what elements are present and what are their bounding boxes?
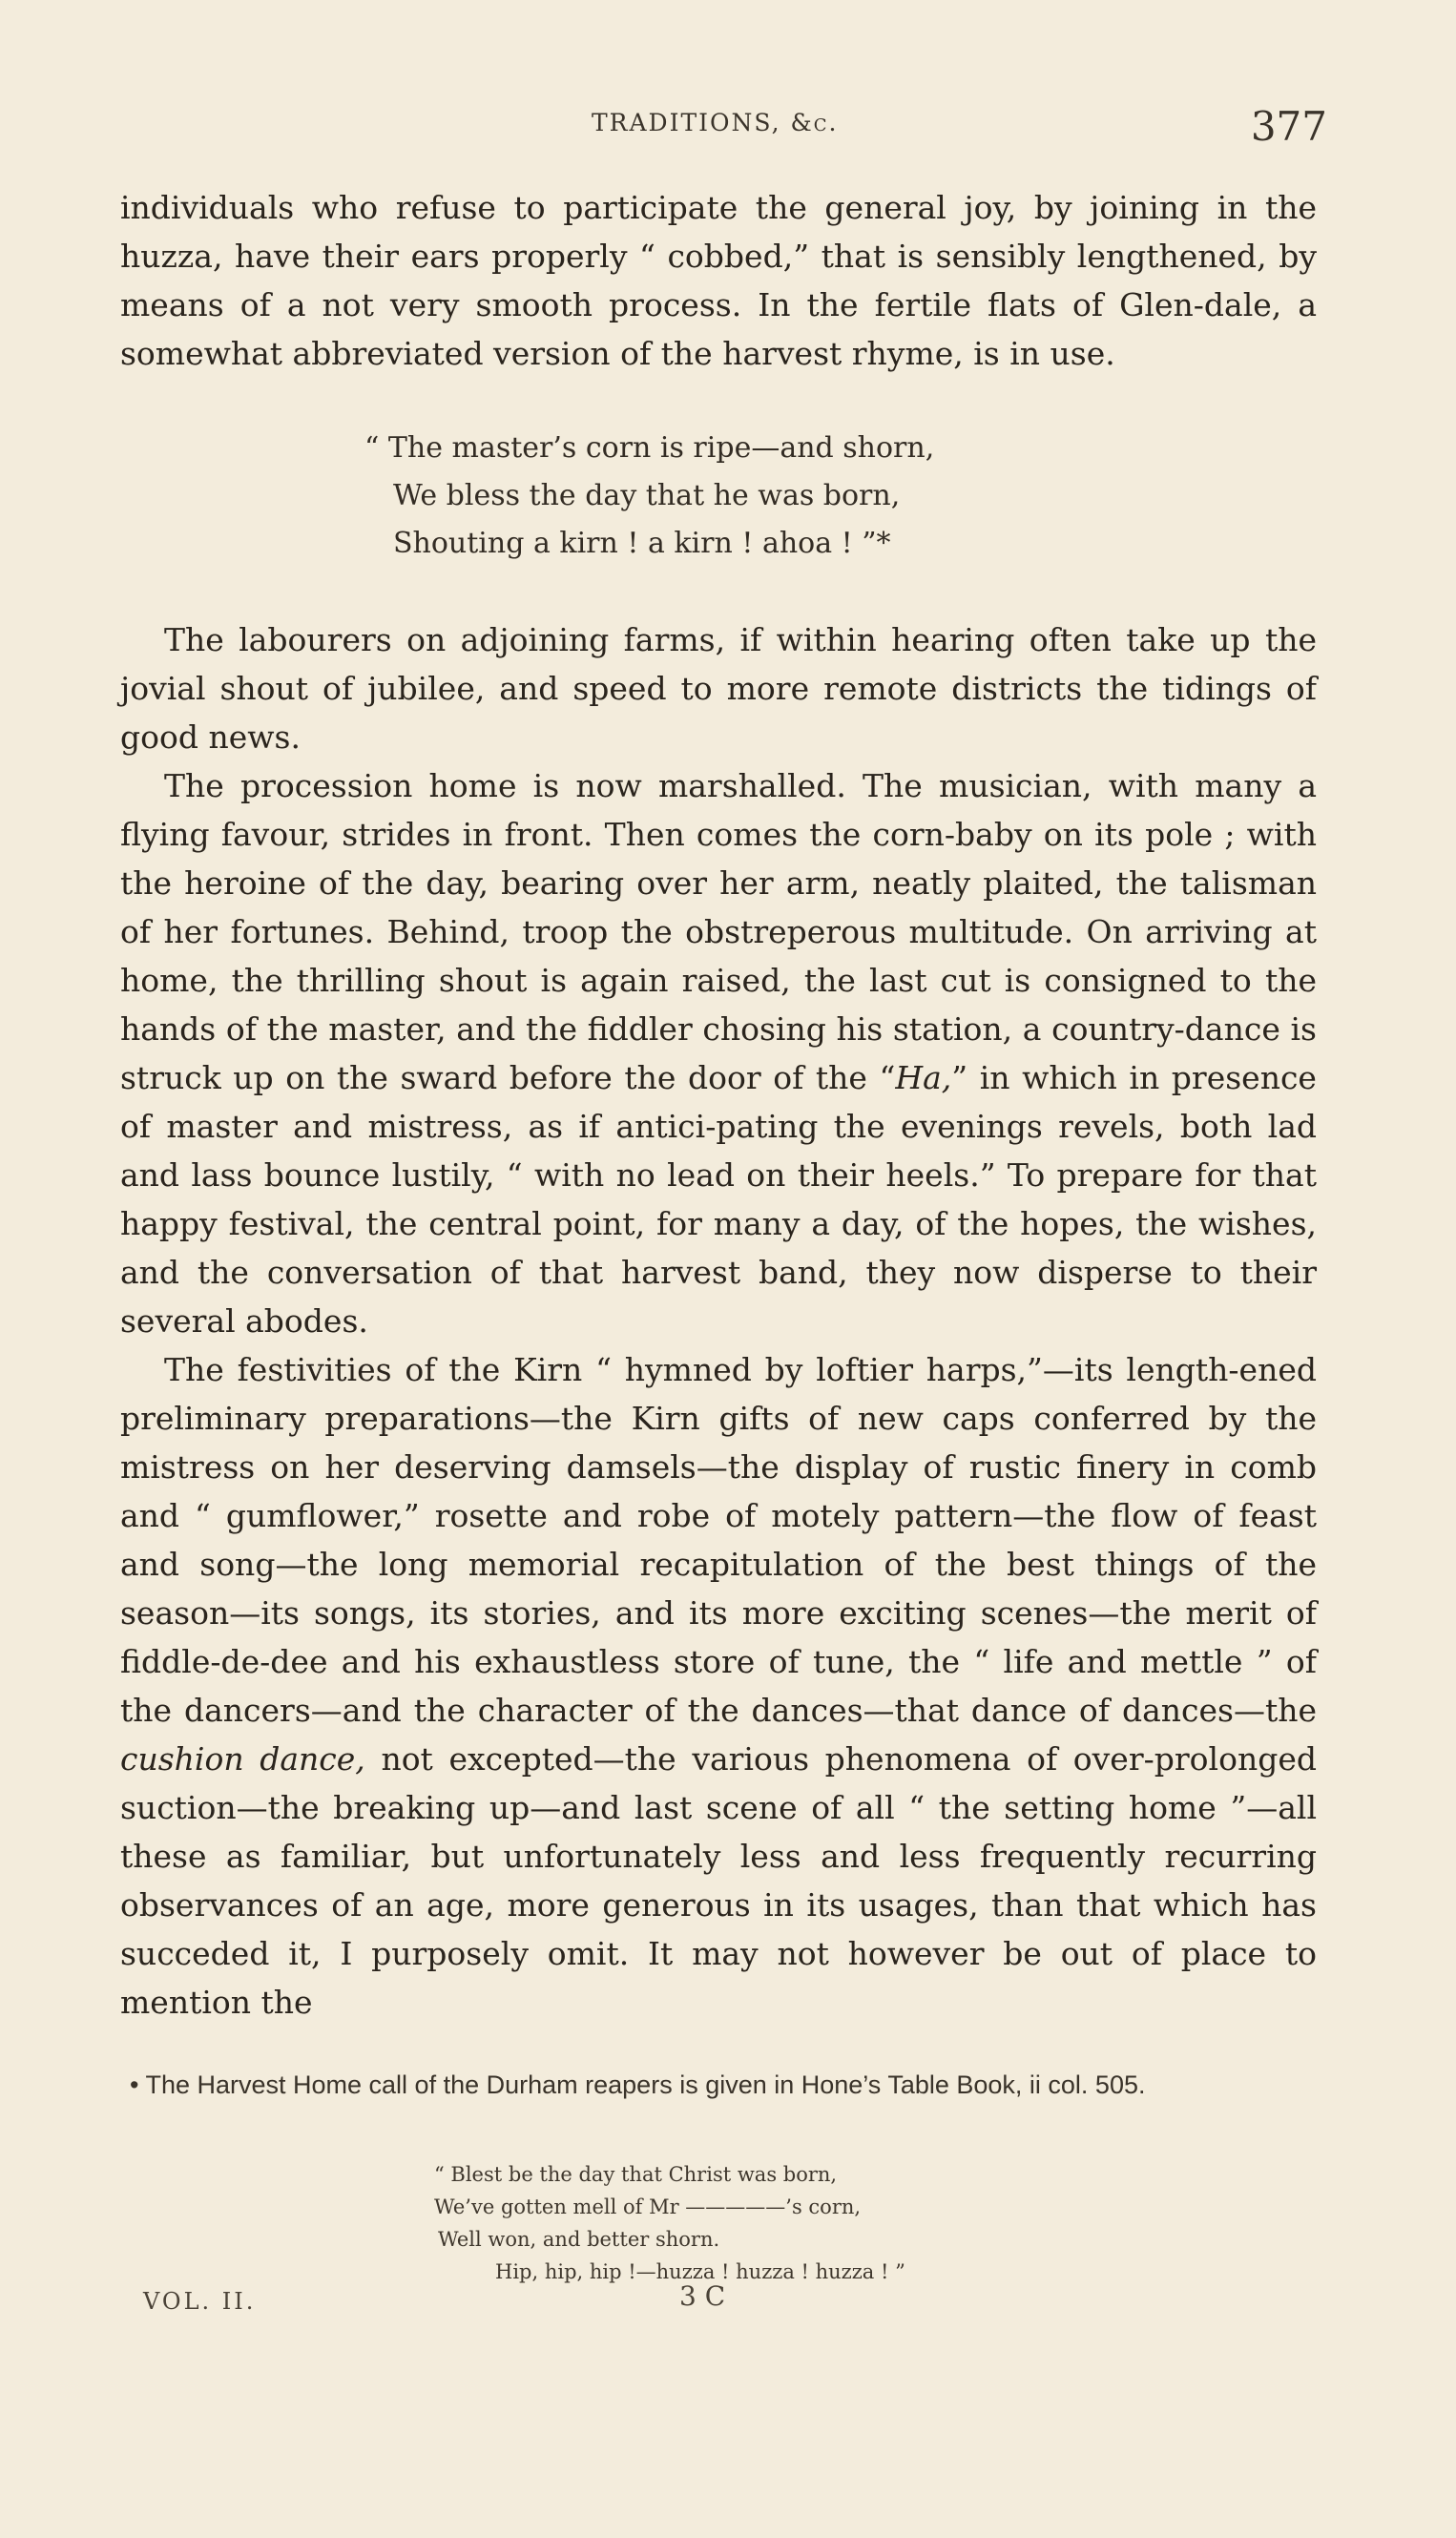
rhyme-line-3: Shouting a kirn ! a kirn ! ahoa ! ”* [393,527,891,560]
footnote [120,2066,1317,2104]
paragraph-4-italic: cushion dance, [120,1740,365,1778]
page-number: 377 [1250,103,1327,150]
paragraph-3-end: in which in presence of master and mistress, as if antici-pating the evenings revels, both lad and lass bounce lustily, “ with no lead on their heels.” To prepare for that happy festival, the central point, for many a day, of the hopes, the wishes, and the conversation of that harvest band, they now disperse to their several abodes. [120,1059,1317,1340]
paragraph-continuation [120,183,1317,378]
rhyme-line-1: “ The master’s corn is ripe—and shorn, [364,431,935,465]
paragraph-3: The procession home is now marshalled. The musician, with many a flying favour, strides in front. Then comes the corn-baby on its pole ; with the heroine of the day, bearing over her arm, neatly plaited, the talisman of her fortunes. Behind, troop the obstreperous multitude. On arriving at home, the thrilling shout is again raised, the last cut is consigned to the hands of the master, and the fiddler chosing his station, a country-dance is struck up on the sward before the door of the “Ha,” in which in presence of master and mistress, as if antici-pating the evenings revels, both lad and lass bounce lustily, “ with no lead on their heels.” To prepare for that happy festival, the central point, for many a day, of the hopes, the wishes, and the conversation of that harvest band, they now disperse to their several abodes. [120,767,1317,1340]
footnote-verse-line-3: Well won, and better shorn. [438,2228,720,2251]
footnote-verse-line-2: We’ve gotten mell of Mr —————’s corn, [434,2195,862,2218]
footnote-text: • The Harvest Home call of the Durham reapers is given in Hone’s Table Book, ii col. 505. [130,2070,1146,2099]
rhyme-line-2: We bless the day that he was born, [393,479,901,512]
paragraph-4-end: not excepted—the various phenomena of over-prolonged suction—the breaking up—and last scene of all “ the setting home ”—all these as familiar, but unfortunately less and less frequently recurring observances of an age, more generous in its usages, than that which has succeded it, I purposely omit. It may not however be out of place to mention the [120,1740,1317,2021]
harvest-rhyme [364,425,934,568]
volume-signature: VOL. II. [143,2288,257,2315]
gathering-mark: 3 C [679,2280,726,2312]
footnote-verse-line-4: Hip, hip, hip !—huzza ! huzza ! huzza ! ” [495,2260,905,2283]
main-text [120,615,1317,2027]
paragraph-4 [120,1345,1317,2027]
running-title: TRADITIONS, &c. [592,109,839,136]
paragraph-2: The labourers on adjoining farms, if within hearing often take up the jovial shout of jubilee, and speed to more remote districts the tidings of good news. [120,621,1317,756]
page-header [592,103,1327,151]
footnote-verse-line-1: “ Blest be the day that Christ was born, [434,2163,838,2186]
paragraph-1: individuals who refuse to participate the general joy, by joining in the huzza, have their ears properly “ cobbed,” that is sensibly lengthened, by means of a not very smooth process. In the fertile flats of Glen-dale, a somewhat abbreviated version of the harvest rhyme, is in use. [120,189,1317,372]
paragraph-4-start: The festivities of the Kirn “ hymned by loftier harps,”—its length-ened preliminary preparations—the Kirn gifts of new caps conferred by the mistress on her deserving damsels—the display of rustic finery in comb and “ gumflower,” rosette and robe of motely pattern—the flow of feast and song—the long memorial recapitulation of the best things of the season—its songs, its stories, and its more exciting scenes—the merit of fiddle-de-dee and his exhaustless store of tune, the “ life and mettle ” of the dancers—and the character of the dances—that dance of dances—the [120,1351,1317,1729]
footnote-verse [434,2158,905,2288]
paragraph-3-start: The procession home is now marshalled. The musician, with many a flying favour, strides in front. Then comes the corn-baby on its pole ; with the heroine of the day, bearing over her arm, neatly plaited, the talisman of her fortunes. Behind, troop the obstreperous multitude. On arriving at home, the thrilling shout is again raised, the last cut is consigned to the hands of the master, and the fiddler chosing his station, a country-dance is struck up on the sward before the door of the [120,767,1317,1096]
paragraph-3-italic: Ha, [895,1059,952,1096]
